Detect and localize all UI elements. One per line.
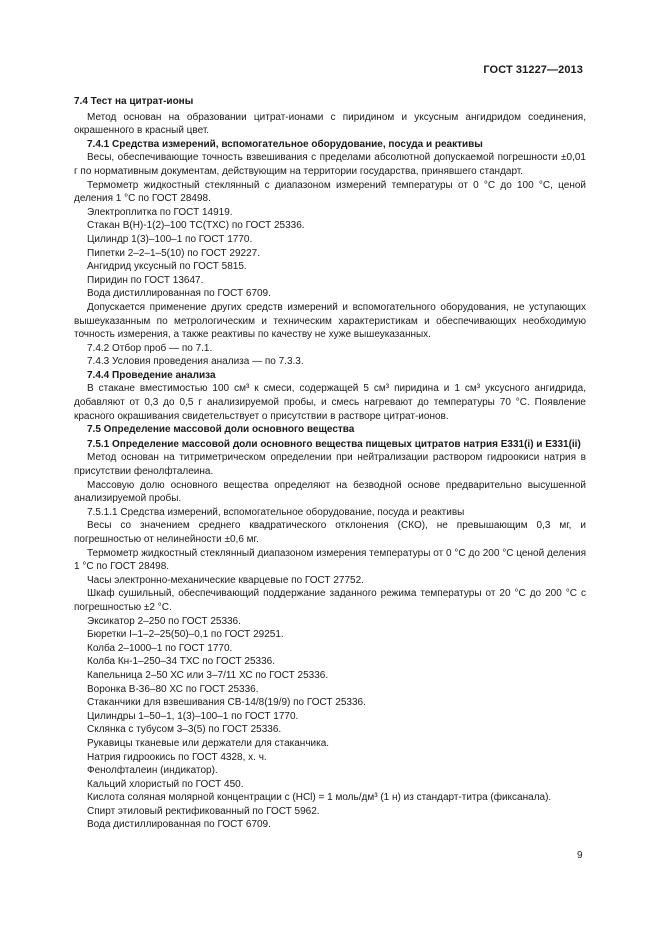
document-body [74,95,586,832]
section-heading-h74: 7.4 Тест на цитрат-ионы [74,96,194,107]
paragraph-p17: 7.5.1.1 Средства измерений, вспомогательное оборудование, посуда и реактивы [87,506,465,518]
paragraph-p21: Шкаф сушильный, обеспечивающий поддержание заданного режима температуры от 20 °С до 200 °С с погрешностью ±2 °С. [74,588,586,613]
paragraph-p33: Фенолфталеин (индикатор). [87,765,218,777]
paragraph-p6: Цилиндр 1(3)–100–1 по ГОСТ 1770. [87,233,253,245]
paragraph-p16: Массовую долю основного вещества определяют на безводной основе предварительно высушенной анализируемой пробы. [74,479,586,505]
paragraph-p19: Термометр жидкостный стеклянный диапазоном измерения температуры от 0 °С до 200 °С ценой деления 1 °С по ГОСТ 28498. [74,547,586,573]
paragraph-p37: Вода дистиллированная по ГОСТ 6709. [87,819,271,831]
paragraph-p25: Колба Кн-1–250–34 ТХС по ГОСТ 25336. [87,656,275,668]
paragraph-p26: Капельница 2–50 ХС или 3–7/11 ХС по ГОСТ 25336. [87,669,329,681]
paragraph-p7: Пипетки 2–2–1–5(10) по ГОСТ 29227. [87,247,260,259]
paragraph-p27: Воронка В-36–80 ХС по ГОСТ 25336. [87,683,259,695]
paragraph-p15: Метод основан на титриметрическом определении при нейтрализации раствором гидроокиси натрия в присутствии фенолфталеина. [74,452,586,478]
paragraph-p10: Вода дистиллированная по ГОСТ 6709. [87,288,271,300]
page-number: 9 [577,850,583,861]
paragraph-p1: Метод основан на образовании цитрат-ионами с пиридином и уксусным ангидридом соединения, окрашенного в красный цвет. [74,111,586,137]
paragraph-p24: Колба 2–1000–1 по ГОСТ 1770. [87,642,233,654]
paragraph-p23: Бюретки I–1–2–25(50)–0,1 по ГОСТ 29251. [87,629,284,641]
paragraph-p11: Допускается применение других средств измерений и вспомогательного оборудования, не уступающих вышеуказанным по метрологическим и техническим характеристикам и обеспечивающих необходимую точность измерения, а также реактивы по качеству не хуже вышеуказанных. [74,301,586,341]
section-heading-h751: 7.5.1 Определение массовой доли основного вещества пищевых цитратов натрия Е331(i) и Е331(ii) [87,438,581,450]
paragraph-p13: 7.4.3 Условия проведения анализа — по 7.3.3. [87,356,304,368]
paragraph-p18: Весы со значением среднего квадратического отклонения (СКО), не превышающим 0,3 мг, и погрешностью от нелинейности ±0,6 мг. [74,520,586,545]
paragraph-p29: Цилиндры 1–50–1, 1(3)–100–1 по ГОСТ 1770. [87,710,299,722]
paragraph-p12: 7.4.2 Отбор проб — по 7.1. [87,342,213,354]
section-heading-h741: 7.4.1 Средства измерений, вспомогательное оборудование, посуда и реактивы [87,138,483,150]
paragraph-p32: Натрия гидроокись по ГОСТ 4328, х. ч. [87,751,267,763]
paragraph-p30: Склянка с тубусом 3–3(5) по ГОСТ 25336. [87,724,282,736]
paragraph-p5: Стакан В(Н)-1(2)–100 ТС(ТХС) по ГОСТ 25336. [87,220,305,232]
paragraph-p20: Часы электронно-механические кварцевые по ГОСТ 27752. [87,574,364,586]
paragraph-p31: Рукавицы тканевые или держатели для стаканчика. [87,737,330,749]
paragraph-p14: В стакане вместимостью 100 см³ к смеси, содержащей 5 см³ пиридина и 1 см³ уксусного ангидрида, добавляют от 0,3 до 0,5 г анализируемой пробы, и смесь нагревают до температуры 70 °С. Появление красного окрашивания свидетельствует о присутствии в растворе цитрат-ионов. [74,383,586,422]
paragraph-p8: Ангидрид уксусный по ГОСТ 5815. [87,261,247,273]
section-heading-h75: 7.5 Определение массовой доли основного вещества [87,424,355,436]
paragraph-p28: Стаканчики для взвешивания СВ-14/8(19/9) по ГОСТ 25336. [87,697,366,709]
paragraph-p2: Весы, обеспечивающие точность взвешивания с пределами абсолютной допускаемой погрешности ±0,01 г по нормативным документам, действующим на территории государства, принявшего стандарт. [74,152,586,177]
paragraph-p36: Спирт этиловый ректификованный по ГОСТ 5962. [87,805,320,817]
standard-number: ГОСТ 31227—2013 [483,64,583,76]
paragraph-p35: Кислота соляная молярной концентрации c (HCl) = 1 моль/дм³ (1 н) из стандарт-титра (фиксанала). [87,792,552,804]
paragraph-p9: Пиридин по ГОСТ 13647. [87,274,204,286]
paragraph-p34: Кальций хлористый по ГОСТ 450. [87,778,244,790]
paragraph-p4: Электроплитка по ГОСТ 14919. [87,206,233,218]
section-heading-h744: 7.4.4 Проведение анализа [87,369,216,381]
paragraph-p3: Термометр жидкостный стеклянный с диапазоном измерений температуры от 0 °С до 100 °С, ценой деления 1 °С по ГОСТ 28498. [74,179,586,205]
paragraph-p22: Эксикатор 2–250 по ГОСТ 25336. [87,615,241,627]
